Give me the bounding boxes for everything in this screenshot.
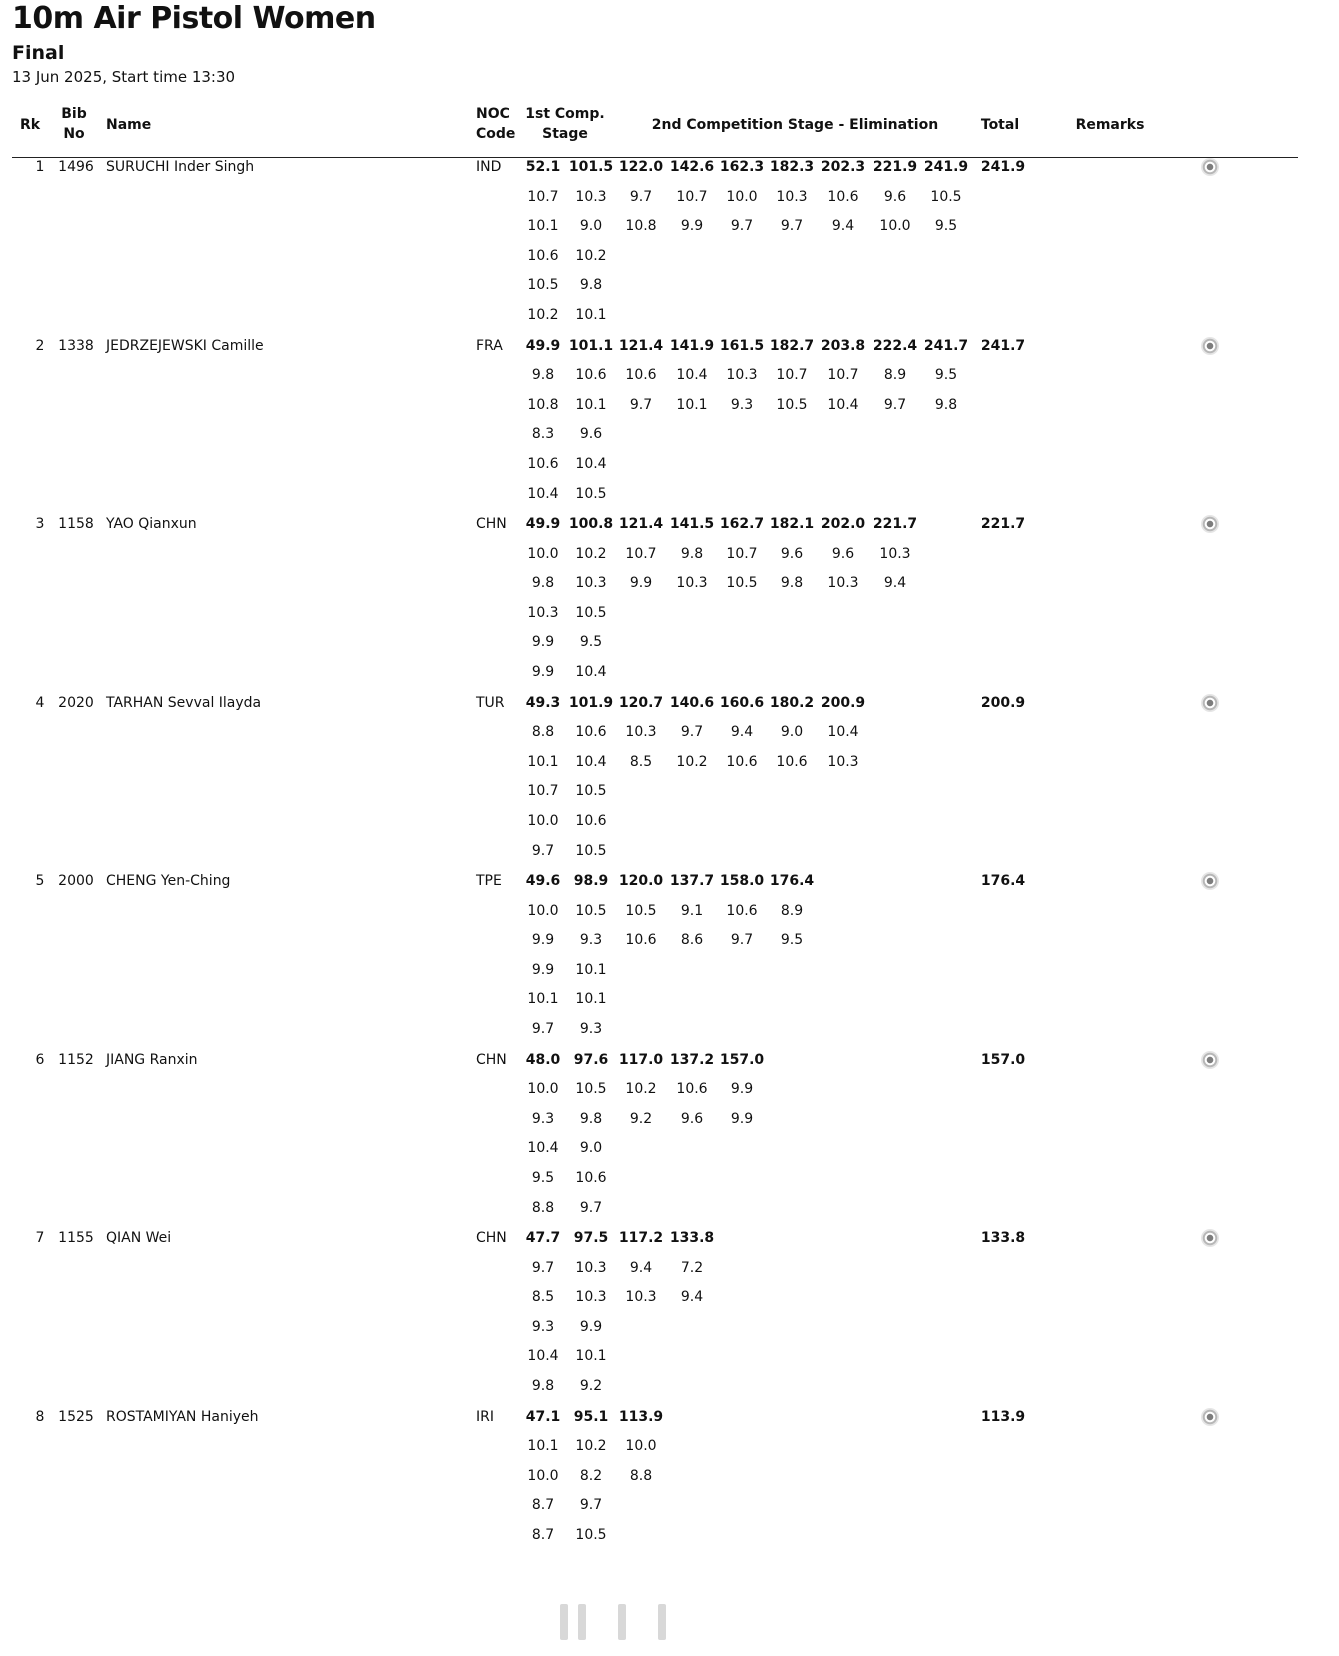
scroll-bar-2 — [578, 1604, 586, 1640]
shot-score: 8.6 — [680, 932, 704, 949]
shot-score: 9.7 — [629, 188, 653, 205]
shot-score: 10.3 — [527, 604, 559, 621]
athlete-name: JIANG Ranxin — [106, 1051, 198, 1068]
stage2-cumulative: 121.4 — [618, 516, 664, 532]
shot-score: 10.2 — [575, 247, 607, 264]
stage2-cumulative: 221.7 — [872, 516, 918, 532]
event-phase: Final — [12, 42, 65, 64]
col-stage1-line2: Stage — [542, 126, 588, 142]
shot-score: 9.6 — [831, 545, 855, 562]
athlete-name: JEDRZEJEWSKI Camille — [106, 337, 264, 354]
shot-score: 8.3 — [531, 426, 555, 443]
shot-score: 10.2 — [527, 307, 559, 323]
athlete-name: ROSTAMIYAN Haniyeh — [106, 1408, 259, 1425]
stage1-cumulative: 97.6 — [573, 1051, 609, 1068]
col-remarks: Remarks — [1075, 117, 1145, 133]
shot-score: 9.7 — [680, 724, 704, 741]
bib-cell: 1155 — [58, 1230, 94, 1246]
event-date: 13 Jun 2025, Start time 13:30 — [12, 68, 236, 86]
shot-score: 9.7 — [730, 932, 754, 949]
shot-score: 9.7 — [780, 218, 804, 235]
col-bib-line1: Bib — [61, 106, 87, 122]
shot-score: 8.8 — [629, 1467, 653, 1484]
shot-score: 9.5 — [934, 218, 958, 235]
shot-score: 10.3 — [726, 367, 758, 384]
shot-score: 9.1 — [680, 902, 704, 919]
shot-score: 10.6 — [575, 812, 607, 829]
shot-score: 9.4 — [680, 1289, 704, 1306]
shot-score: 10.6 — [575, 1169, 607, 1186]
stage2-cumulative: 162.3 — [719, 159, 765, 175]
shot-score: 10.5 — [575, 485, 607, 502]
noc-cell: FRA — [476, 337, 503, 354]
shot-score: 10.1 — [575, 1348, 607, 1365]
shot-score: 9.3 — [579, 932, 603, 949]
shot-score: 9.7 — [579, 1497, 603, 1514]
shot-score: 10.6 — [527, 247, 559, 264]
stage2-cumulative: 202.3 — [820, 159, 866, 175]
shot-score: 10.6 — [726, 902, 758, 919]
shot-score: 9.4 — [730, 724, 754, 741]
target-icon[interactable] — [1201, 1408, 1219, 1426]
page-title: 10m Air Pistol Women — [12, 1, 376, 36]
stage2-cumulative: 141.9 — [669, 337, 715, 354]
target-icon[interactable] — [1201, 694, 1219, 712]
stage2-cumulative: 221.9 — [872, 159, 918, 175]
shot-score: 10.6 — [575, 367, 607, 384]
target-icon[interactable] — [1201, 872, 1219, 890]
stage1-cumulative: 49.9 — [525, 337, 561, 354]
stage1-cumulative: 49.6 — [525, 873, 561, 889]
shot-score: 8.5 — [531, 1289, 555, 1306]
rank-cell: 4 — [35, 694, 45, 711]
shot-score: 10.3 — [879, 545, 911, 562]
athlete-name: CHENG Yen-Ching — [106, 873, 231, 889]
shot-score: 10.3 — [827, 575, 859, 592]
shot-score: 9.9 — [579, 1318, 603, 1335]
stage2-cumulative: 117.2 — [618, 1230, 664, 1246]
stage1-cumulative: 47.7 — [525, 1230, 561, 1246]
noc-cell: IND — [476, 159, 502, 175]
shot-score: 9.5 — [780, 932, 804, 949]
shot-score: 9.6 — [780, 545, 804, 562]
stage2-cumulative: 162.7 — [719, 516, 765, 532]
stage2-cumulative: 203.8 — [820, 337, 866, 354]
shot-score: 10.4 — [527, 1348, 559, 1365]
shot-score: 10.8 — [625, 218, 657, 235]
shot-score: 9.2 — [579, 1378, 603, 1394]
shot-score: 10.2 — [625, 1081, 657, 1098]
shot-score: 10.5 — [625, 902, 657, 919]
shot-score: 10.7 — [527, 188, 559, 205]
shot-score: 10.6 — [676, 1081, 708, 1098]
shot-score: 8.7 — [531, 1497, 555, 1514]
shot-score: 10.6 — [726, 753, 758, 770]
shot-score: 9.7 — [579, 1199, 603, 1216]
stage1-cumulative: 52.1 — [525, 159, 561, 175]
stage1-cumulative: 47.1 — [525, 1408, 561, 1425]
rank-cell: 2 — [35, 337, 45, 354]
shot-score: 10.2 — [676, 753, 708, 770]
noc-cell: CHN — [476, 1051, 507, 1068]
stage2-cumulative: 222.4 — [872, 337, 918, 354]
stage1-cumulative: 98.9 — [573, 873, 609, 889]
shot-score: 10.4 — [575, 664, 607, 680]
bib-cell: 1158 — [58, 516, 94, 532]
target-icon[interactable] — [1201, 337, 1219, 355]
col-noc — [476, 104, 515, 144]
stage2-cumulative: 137.2 — [669, 1051, 715, 1068]
shot-score: 10.3 — [776, 188, 808, 205]
scroll-bar-3 — [618, 1604, 626, 1640]
shot-score: 10.6 — [776, 753, 808, 770]
scroll-indicator — [560, 1604, 680, 1644]
total-score: 241.9 — [980, 159, 1026, 175]
shot-score: 10.1 — [575, 991, 607, 1008]
stage2-cumulative: 200.9 — [820, 694, 866, 711]
shot-score: 9.3 — [531, 1318, 555, 1335]
stage1-cumulative: 97.5 — [573, 1230, 609, 1246]
stage2-cumulative: 180.2 — [769, 694, 815, 711]
shot-score: 10.0 — [527, 812, 559, 829]
athlete-name: SURUCHI Inder Singh — [106, 159, 255, 175]
stage1-cumulative: 49.9 — [525, 516, 561, 532]
bib-cell: 1152 — [58, 1051, 94, 1068]
shot-score: 10.7 — [776, 367, 808, 384]
stage2-cumulative: 160.6 — [719, 694, 765, 711]
shot-score: 9.5 — [934, 367, 958, 384]
col-stage1 — [520, 104, 610, 144]
shot-score: 9.7 — [531, 1259, 555, 1276]
shot-score: 9.6 — [680, 1110, 704, 1127]
shot-score: 10.7 — [827, 367, 859, 384]
shot-score: 10.3 — [575, 575, 607, 592]
shot-score: 10.2 — [575, 1438, 607, 1455]
col-bib-line2: No — [63, 126, 85, 142]
shot-score: 10.0 — [527, 545, 559, 562]
shot-score: 9.9 — [531, 932, 555, 949]
rank-cell: 3 — [35, 516, 45, 532]
shot-score: 10.1 — [575, 961, 607, 978]
stage2-cumulative: 182.3 — [769, 159, 815, 175]
shot-score: 9.8 — [780, 575, 804, 592]
target-icon[interactable] — [1201, 1051, 1219, 1069]
target-icon[interactable] — [1201, 1229, 1219, 1247]
shot-score: 10.0 — [527, 1467, 559, 1484]
stage2-cumulative: 182.1 — [769, 516, 815, 532]
shot-score: 9.8 — [579, 1110, 603, 1127]
scroll-bar-1 — [560, 1604, 568, 1640]
target-icon[interactable] — [1201, 158, 1219, 176]
shot-score: 10.5 — [575, 783, 607, 800]
total-score: 241.7 — [980, 337, 1026, 354]
shot-score: 9.0 — [780, 724, 804, 741]
target-icon[interactable] — [1201, 515, 1219, 533]
bib-cell: 2020 — [58, 694, 94, 711]
shot-score: 9.3 — [730, 396, 754, 413]
shot-score: 9.5 — [579, 634, 603, 651]
total-score: 200.9 — [980, 694, 1026, 711]
shot-score: 10.5 — [575, 842, 607, 859]
shot-score: 10.4 — [527, 1140, 559, 1157]
bib-cell: 2000 — [58, 873, 94, 889]
stage2-cumulative: 121.4 — [618, 337, 664, 354]
stage1-cumulative: 100.8 — [568, 516, 614, 532]
shot-score: 10.1 — [575, 307, 607, 323]
shot-score: 8.5 — [629, 753, 653, 770]
shot-score: 8.8 — [531, 724, 555, 741]
bib-cell: 1525 — [58, 1408, 94, 1425]
shot-score: 9.9 — [730, 1110, 754, 1127]
total-score: 221.7 — [980, 516, 1026, 532]
col-name: Name — [106, 117, 152, 133]
shot-score: 10.3 — [575, 188, 607, 205]
shot-score: 10.4 — [575, 753, 607, 770]
shot-score: 10.4 — [827, 396, 859, 413]
shot-score: 10.5 — [930, 188, 962, 205]
col-stage2: 2nd Competition Stage - Elimination — [651, 117, 939, 133]
stage2-cumulative: 133.8 — [669, 1230, 715, 1246]
shot-score: 10.5 — [575, 604, 607, 621]
shot-score: 10.3 — [625, 1289, 657, 1306]
shot-score: 10.5 — [575, 902, 607, 919]
col-total: Total — [980, 117, 1020, 133]
bib-cell: 1496 — [58, 159, 94, 175]
shot-score: 9.5 — [531, 1169, 555, 1186]
noc-cell: IRI — [476, 1408, 494, 1425]
scroll-bar-4 — [658, 1604, 666, 1640]
shot-score: 9.4 — [629, 1259, 653, 1276]
shot-score: 9.4 — [883, 575, 907, 592]
shot-score: 10.1 — [527, 1438, 559, 1455]
rank-cell: 6 — [35, 1051, 45, 1068]
shot-score: 9.8 — [531, 367, 555, 384]
shot-score: 9.7 — [730, 218, 754, 235]
shot-score: 9.6 — [883, 188, 907, 205]
shot-score: 10.0 — [726, 188, 758, 205]
stage2-cumulative: 157.0 — [719, 1051, 765, 1068]
shot-score: 9.7 — [883, 396, 907, 413]
shot-score: 10.4 — [827, 724, 859, 741]
shot-score: 10.4 — [527, 485, 559, 502]
col-stage1-line1: 1st Comp. — [525, 106, 605, 122]
shot-score: 9.8 — [934, 396, 958, 413]
shot-score: 10.6 — [527, 455, 559, 472]
noc-cell: CHN — [476, 1230, 507, 1246]
shot-score: 9.6 — [579, 426, 603, 443]
stage2-cumulative: 120.0 — [618, 873, 664, 889]
shot-score: 7.2 — [680, 1259, 704, 1276]
col-noc-line2: Code — [476, 126, 516, 142]
noc-cell: TUR — [476, 694, 505, 711]
shot-score: 10.3 — [827, 753, 859, 770]
stage1-cumulative: 101.1 — [568, 337, 614, 354]
shot-score: 10.3 — [676, 575, 708, 592]
shot-score: 9.0 — [579, 1140, 603, 1157]
shot-score: 9.7 — [531, 842, 555, 859]
stage2-cumulative: 141.5 — [669, 516, 715, 532]
shot-score: 10.3 — [575, 1259, 607, 1276]
stage2-cumulative: 241.7 — [923, 337, 969, 354]
bib-cell: 1338 — [58, 337, 94, 354]
shot-score: 9.7 — [629, 396, 653, 413]
shot-score: 8.7 — [531, 1526, 555, 1543]
shot-score: 10.4 — [575, 455, 607, 472]
shot-score: 10.0 — [527, 1081, 559, 1098]
shot-score: 8.8 — [531, 1199, 555, 1216]
total-score: 113.9 — [980, 1408, 1026, 1425]
shot-score: 9.2 — [629, 1110, 653, 1127]
shot-score: 10.7 — [726, 545, 758, 562]
shot-score: 9.9 — [531, 664, 555, 680]
shot-score: 9.4 — [831, 218, 855, 235]
shot-score: 9.7 — [531, 1021, 555, 1037]
shot-score: 10.5 — [726, 575, 758, 592]
shot-score: 10.1 — [527, 991, 559, 1008]
stage2-cumulative: 161.5 — [719, 337, 765, 354]
shot-score: 10.2 — [575, 545, 607, 562]
stage1-cumulative: 95.1 — [573, 1408, 609, 1425]
athlete-name: QIAN Wei — [106, 1230, 172, 1246]
stage2-cumulative: 241.9 — [923, 159, 969, 175]
stage1-cumulative: 48.0 — [525, 1051, 561, 1068]
stage1-cumulative: 101.9 — [568, 694, 614, 711]
shot-score: 10.6 — [575, 724, 607, 741]
stage2-cumulative: 182.7 — [769, 337, 815, 354]
rank-cell: 7 — [35, 1230, 45, 1246]
rank-cell: 5 — [35, 873, 45, 889]
rank-cell: 1 — [35, 159, 45, 175]
total-score: 133.8 — [980, 1230, 1026, 1246]
shot-score: 9.9 — [629, 575, 653, 592]
stage2-cumulative: 122.0 — [618, 159, 664, 175]
shot-score: 10.4 — [676, 367, 708, 384]
total-score: 176.4 — [980, 873, 1026, 889]
shot-score: 10.6 — [625, 367, 657, 384]
shot-score: 10.7 — [676, 188, 708, 205]
shot-score: 9.3 — [579, 1021, 603, 1037]
noc-cell: CHN — [476, 516, 507, 532]
col-rk: Rk — [20, 117, 41, 133]
shot-score: 9.8 — [579, 277, 603, 294]
shot-score: 8.9 — [780, 902, 804, 919]
shot-score: 9.9 — [531, 961, 555, 978]
shot-score: 10.0 — [879, 218, 911, 235]
shot-score: 10.0 — [625, 1438, 657, 1455]
shot-score: 9.9 — [531, 634, 555, 651]
shot-score: 10.5 — [575, 1081, 607, 1098]
noc-cell: TPE — [476, 873, 502, 889]
stage2-cumulative: 120.7 — [618, 694, 664, 711]
shot-score: 9.0 — [579, 218, 603, 235]
shot-score: 10.5 — [527, 277, 559, 294]
shot-score: 10.0 — [527, 902, 559, 919]
shot-score: 9.8 — [531, 1378, 555, 1394]
stage1-cumulative: 49.3 — [525, 694, 561, 711]
shot-score: 9.9 — [730, 1081, 754, 1098]
shot-score: 10.6 — [827, 188, 859, 205]
stage2-cumulative: 176.4 — [769, 873, 815, 889]
shot-score: 10.3 — [575, 1289, 607, 1306]
shot-score: 9.3 — [531, 1110, 555, 1127]
total-score: 157.0 — [980, 1051, 1026, 1068]
col-noc-line1: NOC — [476, 106, 510, 122]
shot-score: 8.9 — [883, 367, 907, 384]
shot-score: 10.7 — [625, 545, 657, 562]
stage2-cumulative: 137.7 — [669, 873, 715, 889]
stage1-cumulative: 101.5 — [568, 159, 614, 175]
shot-score: 10.1 — [676, 396, 708, 413]
shot-score: 10.3 — [625, 724, 657, 741]
shot-score: 9.9 — [680, 218, 704, 235]
shot-score: 8.2 — [579, 1467, 603, 1484]
shot-score: 10.6 — [625, 932, 657, 949]
athlete-name: YAO Qianxun — [106, 516, 197, 532]
stage2-cumulative: 117.0 — [618, 1051, 664, 1068]
stage2-cumulative: 142.6 — [669, 159, 715, 175]
shot-score: 10.7 — [527, 783, 559, 800]
shot-score: 10.1 — [527, 753, 559, 770]
stage2-cumulative: 202.0 — [820, 516, 866, 532]
stage2-cumulative: 140.6 — [669, 694, 715, 711]
shot-score: 10.8 — [527, 396, 559, 413]
shot-score: 9.8 — [680, 545, 704, 562]
stage2-cumulative: 113.9 — [618, 1408, 664, 1425]
rank-cell: 8 — [35, 1408, 45, 1425]
shot-score: 10.5 — [776, 396, 808, 413]
athlete-name: TARHAN Sevval Ilayda — [106, 694, 262, 711]
shot-score: 10.1 — [527, 218, 559, 235]
shot-score: 10.5 — [575, 1526, 607, 1543]
stage2-cumulative: 158.0 — [719, 873, 765, 889]
header-rule — [12, 157, 1298, 158]
shot-score: 9.8 — [531, 575, 555, 592]
col-bib — [54, 104, 94, 144]
shot-score: 10.1 — [575, 396, 607, 413]
